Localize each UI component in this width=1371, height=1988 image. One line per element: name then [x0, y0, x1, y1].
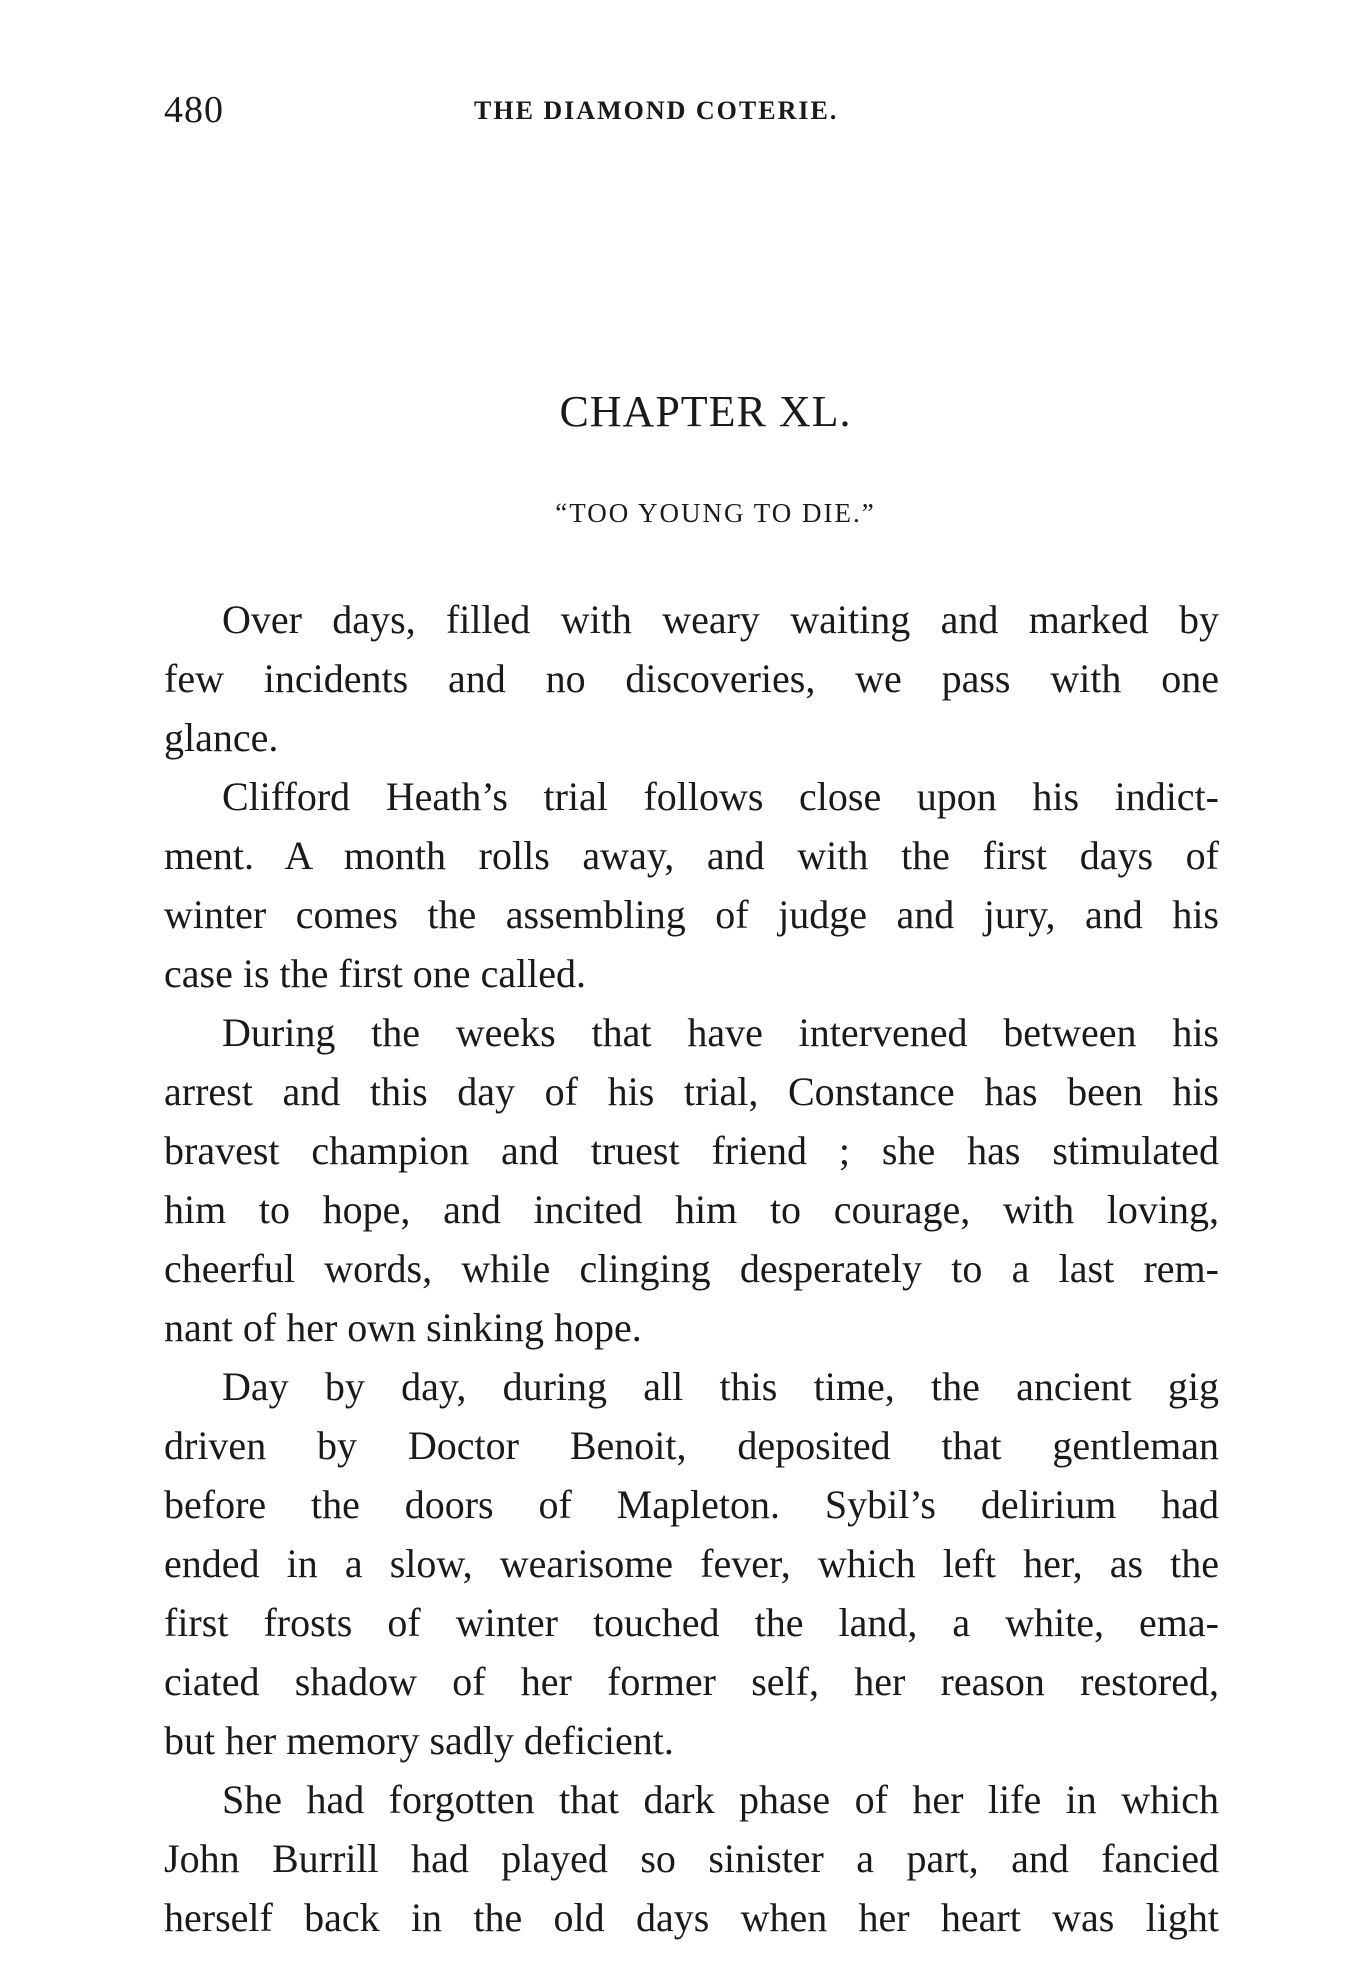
text-line: Clifford Heath’s trial follows close upon his indict-: [222, 774, 1219, 819]
text-line: him to hope, and incited him to courage, with loving,: [164, 1187, 1219, 1232]
text-line: driven by Doctor Benoit, deposited that gentleman: [164, 1423, 1219, 1468]
text-line: first frosts of winter touched the land, a white, ema-: [164, 1600, 1219, 1645]
text-line: Day by day, during all this time, the ancient gig: [222, 1364, 1219, 1409]
text-line: nant of her own sinking hope.: [164, 1305, 642, 1350]
text-line: Over days, filled with weary waiting and marked by: [222, 597, 1219, 642]
text-line: cheerful words, while clinging desperately to a last rem-: [164, 1246, 1219, 1291]
text-line: arrest and this day of his trial, Constance has been his: [164, 1069, 1219, 1114]
text-line: herself back in the old days when her heart was light: [164, 1895, 1219, 1940]
text-line: John Burrill had played so sinister a part, and fancied: [164, 1836, 1219, 1881]
body-text: [164, 590, 1219, 1947]
text-line: before the doors of Mapleton. Sybil’s delirium had: [164, 1482, 1219, 1527]
text-line: but her memory sadly deficient.: [164, 1718, 674, 1763]
text-line: winter comes the assembling of judge and jury, and his: [164, 892, 1219, 937]
chapter-number: CHAPTER XL.: [559, 387, 852, 436]
text-line: ciated shadow of her former self, her reason restored,: [164, 1659, 1219, 1704]
text-line: case is the first one called.: [164, 951, 587, 996]
running-title: THE DIAMOND COTERIE.: [474, 96, 839, 125]
page-number: 480: [164, 89, 224, 131]
text-line: ment. A month rolls away, and with the first days of: [164, 833, 1219, 878]
running-header: [164, 88, 1224, 138]
text-line: glance.: [164, 715, 279, 760]
text-line: bravest champion and truest friend ; she has stimulated: [164, 1128, 1219, 1173]
text-line: During the weeks that have intervened between his: [222, 1010, 1219, 1055]
text-line: ended in a slow, wearisome fever, which left her, as the: [164, 1541, 1219, 1586]
chapter-subtitle: “TOO YOUNG TO DIE.”: [555, 498, 876, 528]
text-line: few incidents and no discoveries, we pass with one: [164, 656, 1219, 701]
text-line: She had forgotten that dark phase of her life in which: [222, 1777, 1219, 1822]
